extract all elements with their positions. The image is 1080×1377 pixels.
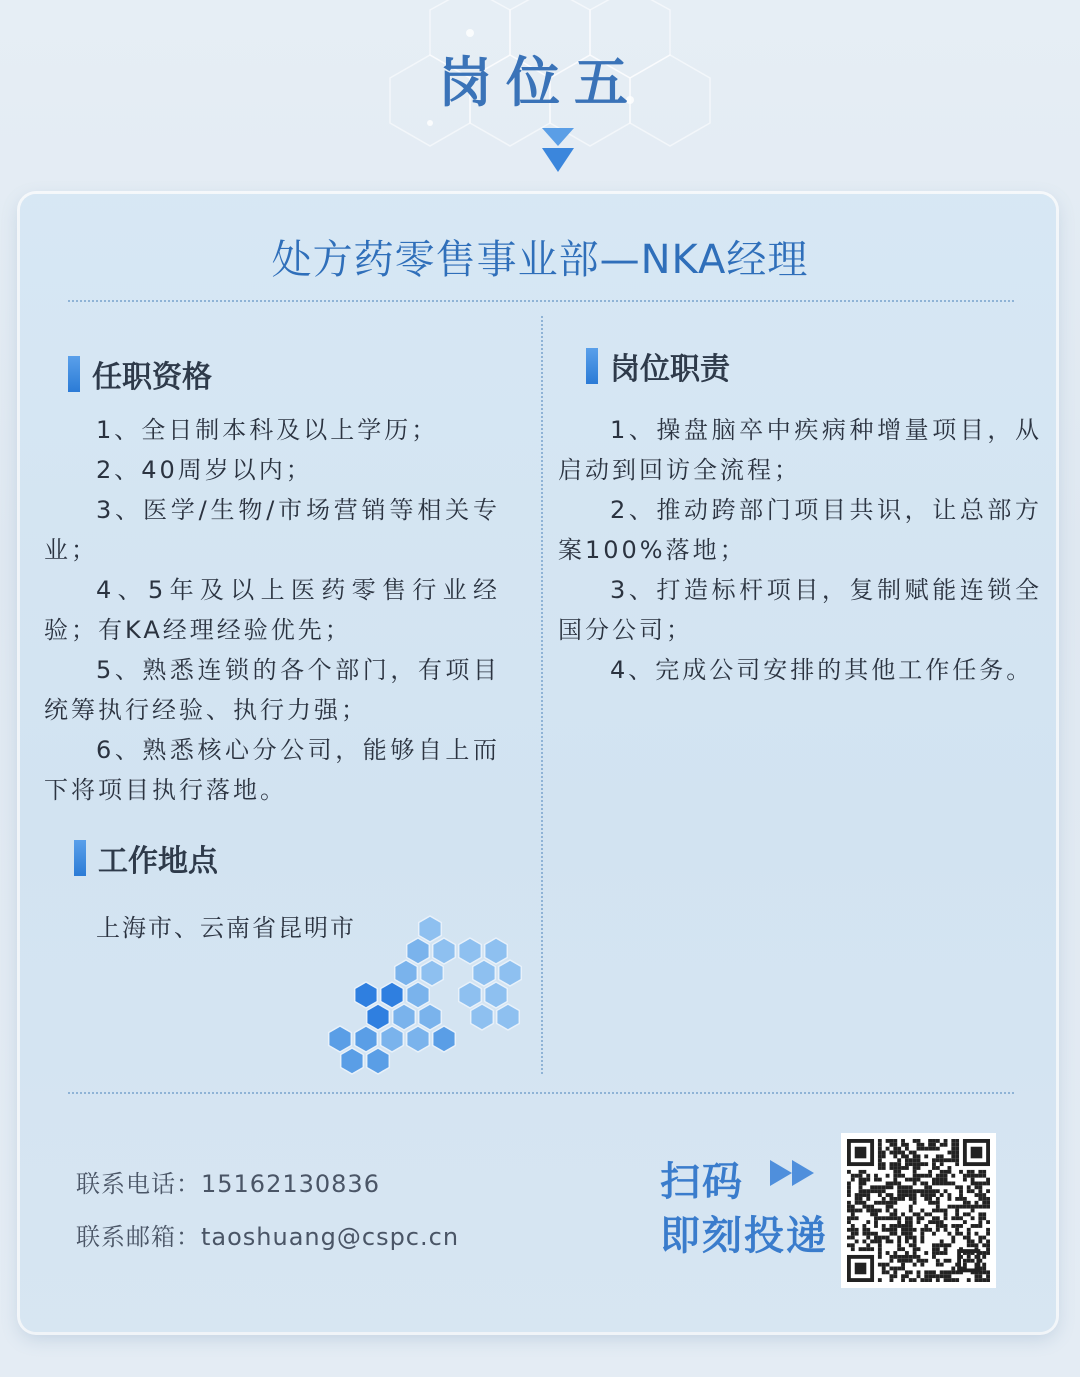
cta-scan: 扫码 [660, 1159, 744, 1205]
cta-apply: 即刻投递 [660, 1213, 828, 1259]
list-item: 5、熟悉连锁的各个部门，有项目统筹执行经验、执行力强； [44, 656, 500, 724]
location-heading-text: 工作地点 [98, 844, 218, 879]
divider-bottom [68, 1092, 1014, 1094]
heading-bar [68, 356, 80, 392]
location-value: 上海市、云南省昆明市 [96, 914, 356, 942]
qualifications-list [44, 410, 500, 810]
arrow-down-icon [538, 126, 578, 176]
job-title: 处方药零售事业部—NKA经理 [271, 237, 809, 283]
heading-bar [74, 840, 86, 876]
hexagon-cluster-icon [320, 915, 530, 1085]
list-item: 2、40周岁以内； [96, 456, 313, 484]
responsibilities-heading [586, 346, 730, 386]
divider-top [68, 300, 1014, 302]
contact-phone: 联系电话：15162130836 [76, 1170, 380, 1198]
fast-forward-icon [768, 1158, 818, 1188]
list-item: 1、全日制本科及以上学历； [96, 416, 439, 444]
list-item: 2、推动跨部门项目共识，让总部方案100%落地； [558, 496, 1042, 564]
list-item: 4、完成公司安排的其他工作任务。 [610, 656, 1034, 684]
list-item: 3、医学/生物/市场营销等相关专业； [44, 496, 500, 564]
divider-vertical [541, 316, 543, 1074]
list-item: 1、操盘脑卒中疾病种增量项目，从启动到回访全流程； [558, 416, 1042, 484]
list-item: 4、5年及以上医药零售行业经验；有KA经理经验优先； [44, 576, 500, 644]
responsibilities-list [558, 410, 1042, 690]
qr-code[interactable] [841, 1133, 996, 1288]
qualifications-heading-text: 任职资格 [92, 360, 212, 395]
qualifications-heading [68, 354, 212, 394]
heading-bar [586, 348, 598, 384]
location-heading [74, 838, 218, 878]
page-title: 岗位五 [438, 51, 642, 114]
list-item: 6、熟悉核心分公司，能够自上而下将项目执行落地。 [44, 736, 500, 804]
list-item: 3、打造标杆项目，复制赋能连锁全国分公司； [558, 576, 1042, 644]
contact-email: 联系邮箱：taoshuang@cspc.cn [76, 1223, 460, 1251]
responsibilities-heading-text: 岗位职责 [610, 352, 730, 387]
